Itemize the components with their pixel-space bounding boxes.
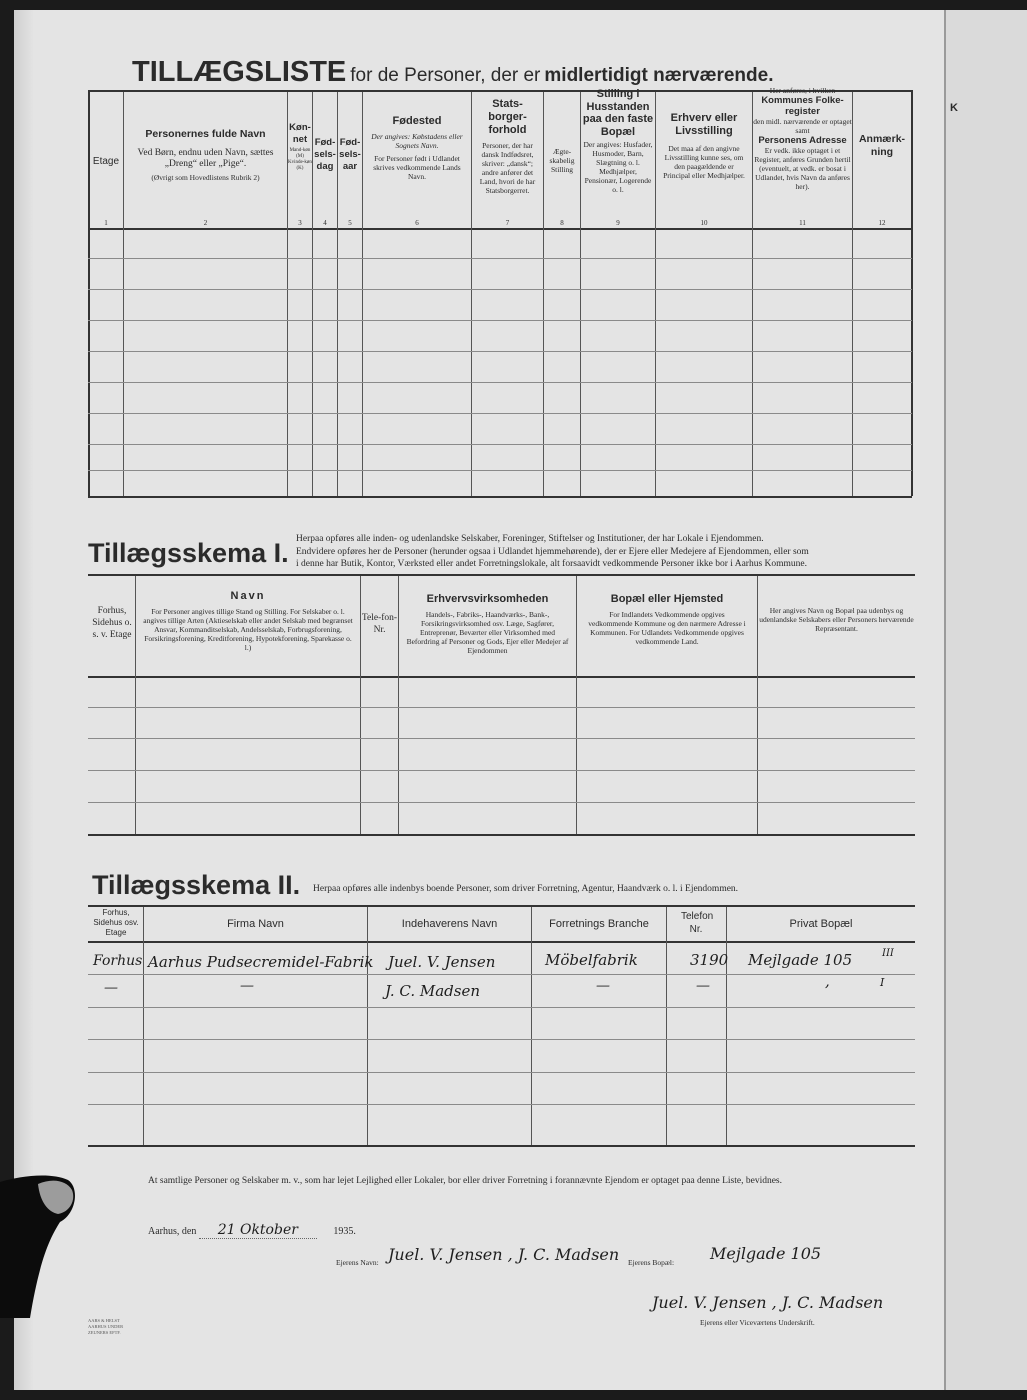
skema2-row1-branche: Möbelfabrik (545, 951, 638, 969)
skema1-col3-head: Tele-fon-Nr. (361, 613, 398, 635)
skema1-col5-head: Bopæl eller Hjemsted (610, 593, 724, 605)
skema2-row-line (88, 1072, 915, 1073)
liste-col3-sub: Mand-køn (M) Kvinde-køn (K) (288, 148, 312, 171)
footer-year: 1935. (333, 1226, 356, 1237)
liste-colnum: 2 (203, 219, 208, 227)
liste-col3-head: Køn-net (289, 122, 311, 145)
skema1-col2-sub: For Personer angives tillige Stand og Stilling. For Selskaber o. l. angives tillige Arten (Aktieselskab eller andet Selskab med begrænset Ansvar, Kommanditselskab, Andelsselskab, Forbrugsforening, Forsikringsforening, Kreditforening, Hypotekforening, Sparekasse o. l.) (143, 607, 353, 652)
skema2-head-bopael: Privat Bopæl (789, 918, 853, 930)
liste-colnum: 11 (799, 219, 806, 227)
adjacent-page (944, 10, 1027, 1390)
skema1-col4-sub: Handels-, Fabriks-, Haandværks-, Bank-, Forsikringsvirksomhed osv. Læge, Sagfører, Entreprenør, Beværter eller Virksomhed med Befordring af Personer og Gods, Ejer eller Medejer af Ejendommen (406, 610, 569, 655)
skema2-head-firma: Firma Navn (227, 918, 284, 930)
skema2-intro: Herpaa opføres alle indenbys boende Personer, som driver Forretning, Agentur, Haandværk o. l. i Ejendommen. (313, 884, 739, 894)
liste-col4-head: Fød-sels-dag (314, 137, 336, 172)
liste-col7-sub: Personer, der har dansk Indfødsret, skriver: „dansk“; andre anfører det Land, hvori de har Statsborgerret. (479, 141, 536, 195)
skema2-row2-branche: — (596, 978, 610, 994)
liste-col10-head: Erhverv eller Livsstilling (670, 112, 738, 137)
liste-row-line (88, 258, 912, 259)
liste-header-bottom (88, 228, 912, 230)
liste-col9-sub: Der angives: Husfader, Husmoder, Barn, Slægtning o. l. Medhjælper, Pensionær, Logerende o. l. (583, 140, 653, 194)
skema2-row-line (88, 1007, 915, 1008)
liste-col2-head: Personernes fulde Navn (145, 128, 266, 140)
skema2-col-divider (726, 907, 727, 1145)
liste-col10-sub: Det maa af den angivne Livsstilling kunne ses, om den paagældende er Principal eller Medhjælper. (663, 144, 745, 180)
liste-col1-head: Etage (92, 156, 120, 167)
liste-col6-sub: Der angives: Købstadens eller Sognets Navn. (371, 132, 463, 150)
skema1-title: Tillægsskema I. (88, 538, 289, 568)
liste-col11-head: Kommunes Folke-register (761, 95, 844, 117)
skema1-header-bottom (88, 676, 915, 678)
skema2-row2-sal: I (880, 976, 885, 989)
liste-col8-head: Ægte-skabelig Stilling (549, 147, 575, 174)
liste-row-line (88, 413, 912, 414)
skema2-row1-indehaver: Juel. V. Jensen (388, 953, 496, 971)
liste-row-line (88, 320, 912, 321)
footer-date-line (148, 1222, 356, 1239)
liste-col3-header (288, 122, 312, 172)
skema2-row1-sal: III (882, 948, 894, 959)
skema2-head-branche: Forretnings Branche (549, 918, 649, 930)
liste-colnum: 1 (104, 219, 108, 227)
skema2-top-border (88, 905, 915, 907)
liste-col6-header (363, 115, 471, 181)
skema1-row-line (88, 738, 915, 739)
skema2-col-divider (143, 907, 144, 1145)
footer-sign-label: Ejerens eller Viceværtens Underskrift. (700, 1318, 815, 1327)
skema1-intro-line: i denne har Butik, Kontor, Værksted eller andet Forretningslokale, alt forsaavidt vedkommende Personer ikke bor i Aarhus Kommune. (296, 559, 808, 569)
liste-col7-head: Stats-borger-forhold (488, 98, 527, 136)
skema1-row-line (88, 770, 915, 771)
liste-colnum: 12 (878, 219, 886, 227)
liste-colnum: 10 (700, 219, 708, 227)
liste-bottom-border (88, 496, 912, 498)
skema1-col1-head: Forhus, Sidehus o. s. v. Etage (92, 606, 132, 640)
liste-col-divider (88, 90, 90, 496)
skema2-row1-etage: Forhus (93, 953, 143, 969)
liste-colnum: 7 (505, 219, 510, 227)
skema2-col-divider (666, 907, 667, 1145)
footer-address-label: Ejerens Bopæl: (628, 1258, 675, 1267)
footer-signature: Juel. V. Jensen , J. C. Madsen (652, 1293, 884, 1312)
skema2-row1-telefon: 3190 (690, 951, 729, 969)
liste-col12-head: Anmærk-ning (858, 133, 906, 158)
skema2-row2-telefon: — (696, 978, 710, 994)
skema2-head-indehaver: Indehaverens Navn (401, 918, 498, 930)
liste-title-rest: for de Personer, der er (350, 65, 541, 86)
skema2-row-line (88, 1104, 915, 1105)
liste-col2-sub: Ved Børn, endnu uden Navn, sættes „Dreng“ eller „Pige“. (137, 148, 274, 169)
liste-title-tail: midlertidigt nærværende. (544, 65, 774, 86)
skema2-row2-etage: — (104, 980, 118, 996)
footer-owner-hand: Juel. V. Jensen , J. C. Madsen (388, 1245, 620, 1264)
liste-col11-sub2: Er vedk. ikke optaget i et Register, anføres Grunden hertil (eventuelt, at vedk. er bosat i Udlandet, hvis Navn da anføres her). (754, 146, 851, 191)
liste-col11-sub: den midl. nærværende er optaget samt (753, 117, 852, 135)
skema1-row-line (88, 707, 915, 708)
skema2-row-line (88, 1039, 915, 1040)
skema1-col4-head: Erhvervsvirksomheden (426, 593, 549, 605)
liste-col11-head-pre: Her anføres, i hvilken (769, 86, 836, 95)
liste-colnum: 9 (616, 219, 620, 227)
liste-colnum: 3 (298, 219, 302, 227)
liste-colnum: 8 (560, 219, 564, 227)
skema2-col-divider (367, 907, 368, 1145)
skema2-row1-firma: Aarhus Pudsecremidel-Fabrik (148, 953, 374, 971)
footer-address-hand: Mejlgade 105 (710, 1244, 822, 1263)
liste-colnum: 4 (323, 219, 327, 227)
skema1-intro-line: Endvidere opføres her de Personer (herunder ogsaa i Udlandet hjemmehørende), der er Ejere eller Medejere af Ejendommen, eller som (296, 546, 809, 557)
skema2-row2-bopael: , (825, 972, 830, 990)
liste-colnum: 6 (415, 219, 419, 227)
skema2-title: Tillægsskema II. (92, 870, 301, 900)
printer-imprint: AARS & HELST AARHUS UNDER ZEUNERS EFTF. (88, 1318, 124, 1335)
footer-owner-label: Ejerens Navn: (336, 1258, 379, 1267)
skema1-col4-header (399, 593, 576, 655)
liste-col6-sub2: For Personer født i Udlandet skrives vedkommende Lands Navn. (373, 154, 461, 181)
liste-title-bold: TILLÆGSLISTE (132, 56, 347, 88)
liste-row-line (88, 470, 912, 471)
skema1-col5-header (577, 593, 757, 646)
skema2-col-divider (531, 907, 532, 1145)
skema1-intro-line: Herpaa opføres alle inden- og udenlandske Selskaber, Foreninger, Stiftelser og Institutioner, der har Lokale i Ejendommen. (296, 534, 764, 544)
liste-row-line (88, 351, 912, 352)
skema2-row-line (88, 974, 915, 975)
skema2-row2-indehaver: J. C. Madsen (385, 982, 481, 1000)
liste-col10-header (656, 112, 752, 180)
liste-col2-sub2: (Øvrigt som Hovedlistens Rubrik 2) (151, 173, 260, 182)
footer-date-hand: 21 Oktober (199, 1222, 317, 1239)
liste-col9-header (581, 88, 655, 194)
skema2-head-telefon: Telefon Nr. (681, 911, 714, 935)
skema2-bottom-border (88, 1145, 915, 1147)
skema1-bottom-border (88, 834, 915, 836)
liste-col7-header (472, 98, 543, 195)
skema1-row-line (88, 802, 915, 803)
liste-col11-head2: Personens Adresse (758, 135, 847, 146)
liste-col11-header (753, 86, 852, 191)
liste-col6-head: Fødested (392, 115, 442, 127)
skema2-header-bottom (88, 941, 915, 943)
footer-place: Aarhus, den (148, 1226, 197, 1237)
adjacent-page-letter: K (950, 102, 958, 114)
skema1-col2-header (136, 590, 360, 652)
skema1-col2-head: Navn (230, 590, 266, 602)
liste-col-divider (911, 90, 913, 496)
liste-title (132, 56, 774, 89)
skema2-row1-bopael: Mejlgade 105 (748, 951, 853, 969)
liste-row-line (88, 289, 912, 290)
liste-colnum: 5 (348, 219, 352, 227)
liste-col2-header (124, 128, 287, 182)
skema1-col6-head: Her angives Navn og Bopæl paa udenbys og udenlandske Selskabers eller Personers herværende Repræsentant. (759, 606, 914, 633)
thumb-shadow (0, 1168, 80, 1318)
liste-col9-head: Stilling i Husstanden paa den faste Bopæl (582, 88, 654, 138)
liste-row-line (88, 444, 912, 445)
skema1-col5-sub: For Indlandets Vedkommende opgives vedkommende Kommune og den nærmere Adresse i Kommunen. For Udlandets Vedkommende opgives vedkommende Land. (588, 610, 746, 646)
liste-row-line (88, 382, 912, 383)
skema1-intro (296, 533, 916, 571)
footer-statement: At samtlige Personer og Selskaber m. v., som har lejet Lejlighed eller Lokaler, bor eller driver Forretning i forannævnte Ejendom er optaget paa denne Liste, bevidnes. (148, 1176, 782, 1186)
skema2-head-etage: Forhus, Sidehus osv. Etage (93, 908, 139, 937)
skema2-row2-firma: — (240, 978, 254, 994)
skema1-top-border (88, 574, 915, 576)
liste-col5-head: Fød-sels-aar (339, 137, 361, 172)
